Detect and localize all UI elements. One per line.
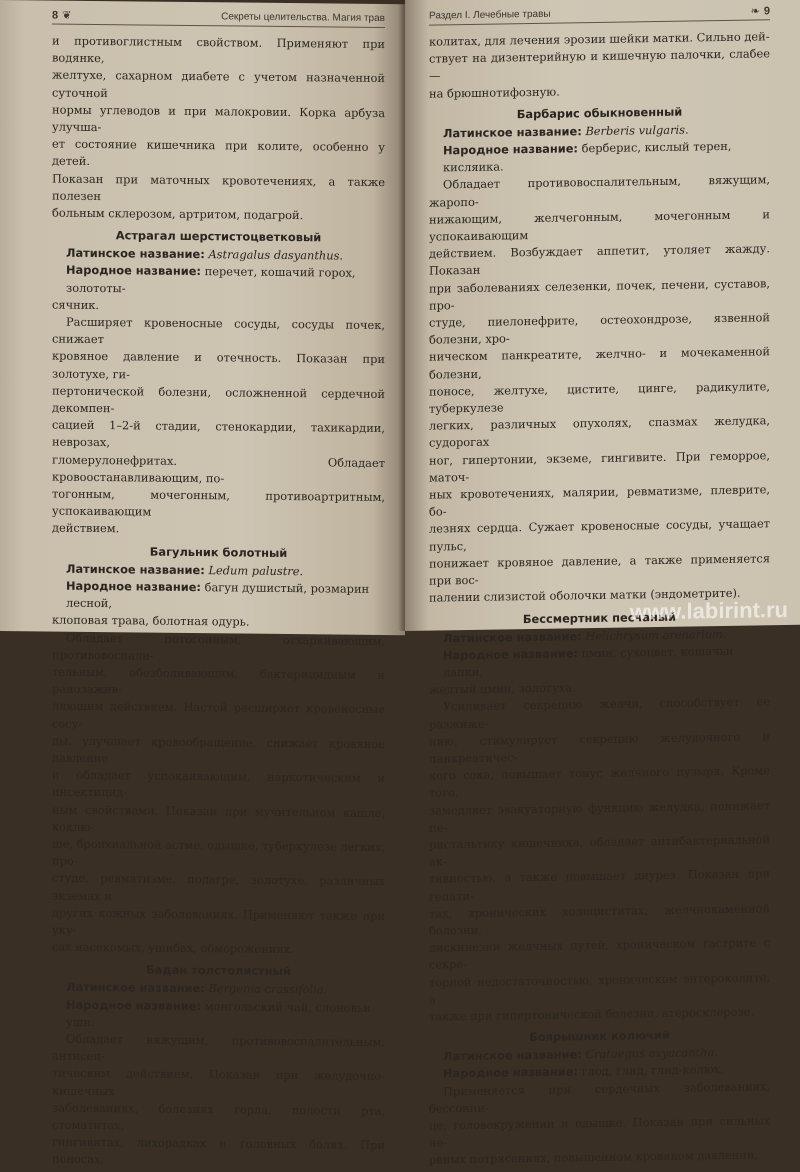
folk-name-row (52, 577, 385, 632)
latin-name-label: Латинское название: (443, 628, 582, 645)
right-running-head (429, 4, 770, 25)
folk-name-row (429, 137, 770, 177)
latin-name: Helichrysum arenarium. (585, 626, 727, 643)
text-line: на брюшнотифозную. (429, 84, 560, 101)
latin-name-label: Латинское название: (443, 124, 582, 141)
intro-paragraph (52, 33, 385, 226)
text-line: Применяется при сердечных заболеваниях, бессонни- (429, 1078, 770, 1116)
folk-name-label: Народное название: (66, 578, 201, 594)
text-line: пертонической болезни, осложненной сердечной декомпен- (52, 383, 385, 416)
text-line: других кожных заболеваниях. Применяют также при уку- (52, 905, 385, 937)
text-line: желтухе, сахарном диабете с учетом назначенной суточной (52, 67, 385, 100)
entry-title: Барбарис обыкновенный (516, 104, 683, 122)
text-line: и противоглистным свойством. Применяют при водянке, (52, 33, 385, 66)
text-line: замедляет эвакуаторную функцию желудка, понижает пе- (429, 797, 770, 835)
running-title: Секреты целительства. Магия трав (221, 11, 385, 25)
running-title: Раздел I. Лечебные травы (429, 8, 551, 22)
text-line: тогонным, мочегонным, противоартритным, успокаивающим (52, 486, 385, 519)
folk-name-text: багун душистый, розмарин лесной, (66, 580, 370, 611)
text-line: нию, стимулирует секрецию желудочного и панкреатичес- (429, 728, 770, 766)
folk-name-text: желтый цмин, золотуха. (429, 680, 576, 697)
left-running-head (52, 9, 385, 28)
text-line: Обладает потогонным, отхаркивающим, противовоспали- (52, 630, 385, 663)
folk-name-row (52, 262, 385, 317)
text-line: нормы углеводов и при малокровии. Корка арбуза улучша- (52, 102, 385, 135)
text-line: действием. Возбуждает аппетит, утоляет жажду. Показан (429, 241, 770, 279)
text-line: тельным, обезболивающим, бактерицидным и ранозажив- (52, 664, 385, 697)
folk-name-text: монгольский чай, слоновьи уши. (66, 998, 371, 1029)
entry-body (429, 694, 770, 1026)
latin-name-label: Латинское название: (66, 980, 205, 996)
text-line: также при гипертонической болезни, атеросклерозе. (429, 1004, 755, 1024)
text-line: кровяное давление и отечность. Показан при золотухе, ги- (52, 348, 385, 382)
text-line: ным свойствами. Показан при мучительном кашле, коклю- (52, 802, 385, 834)
folk-name-label: Народное название: (443, 1064, 578, 1081)
ornament-icon: ❦ (62, 9, 72, 22)
text-line: ет состояние кишечника при колите, особенно у детей. (52, 136, 385, 169)
right-page (405, 0, 800, 1168)
text-line: палении слизистой оболочки матки (эндометрите). (429, 586, 741, 605)
text-line: дискинезии желчных путей, хроническом гастрите с секре- (429, 935, 770, 972)
text-line: ше, бронхиальной астме, одышке, туберкулезе легких, про- (52, 836, 385, 868)
text-line: ног, гипертонии, экземе, гингивите. При геморрое, маточ- (429, 447, 770, 485)
entry-body (52, 629, 385, 959)
text-line: лезнях сердца. Сужает кровеносные сосуды, учащает пульс, (429, 516, 770, 554)
latin-name: Ledum palustre. (208, 562, 304, 578)
folk-name-label: Народное название: (443, 645, 578, 663)
latin-name-label: Латинское название: (66, 561, 205, 577)
text-line: больным склерозом, артритом, подагрой. (52, 205, 304, 223)
text-line: ристальтику кишечника, обладает антибактериальной ак- (429, 832, 770, 869)
latin-name: Crataegus oxyacantha. (585, 1045, 718, 1062)
folk-name-text: клоповая трава, болотная одурь. (52, 612, 250, 629)
text-line: Расширяет кровеносные сосуды, сосуды почек, снижает (52, 314, 385, 347)
folk-name-row (52, 996, 385, 1034)
text-line: це, головокружении и одышке. Показан при сильных не- (429, 1113, 770, 1150)
latin-name: Bergenia crassifolia. (208, 981, 328, 997)
text-line: поносе, желтухе, цистите, цинге, радикулите, туберкулезе (429, 379, 770, 416)
entry-title: Бессмертник песчаный (522, 609, 677, 626)
text-line: действием. (52, 521, 120, 536)
entry-title: Боярышник колючий (529, 1028, 670, 1045)
text-line: колитах, для лечения эрозии шейки матки. Сильно дей- (429, 29, 770, 49)
entry-title: Бадан толстолистный (146, 962, 291, 979)
entry-body (429, 1078, 770, 1169)
text-line: ляющим действием. Настой расширяет кровеносные сосу- (52, 698, 385, 731)
folk-name-row (429, 642, 770, 699)
page-number: 8 (52, 9, 59, 22)
text-line: нижающим, желчегонным, мочегонным и успокаивающим (429, 207, 770, 244)
ornament-icon: ❧ (750, 5, 760, 18)
text-line: легких, различных опухолях, спазмах желудка, судорогах (429, 413, 770, 451)
text-line: студе, ревматизме, подагре, золотухе, различных экземах и (52, 870, 385, 903)
text-line: при заболеваниях селезенки, почек, печени, суставов, про- (429, 275, 770, 313)
text-line: понижает кровяное давление, а также применяется при вос- (429, 551, 770, 588)
text-line: и обладает успокаивающим, наркотическим и инсектицид- (52, 767, 385, 800)
entry-title: Астрагал шерстистоцветковый (115, 228, 322, 245)
entry-title: Багульник болотный (149, 544, 288, 560)
folk-name-text: берберис, кислый терен, кисляика. (443, 138, 732, 175)
text-line: тическим действием. Показан при желудочно-кишечных (52, 1065, 385, 1098)
latin-name-label: Латинское название: (443, 1047, 582, 1064)
latin-name-label: Латинское название: (66, 245, 205, 262)
page-number: 9 (763, 4, 770, 17)
text-line: Показан при маточных кровотечениях, а также полезен (52, 171, 385, 203)
text-line: заболеваниях, болезнях горла, полости рта, стоматитах, (52, 1100, 385, 1133)
left-content (52, 33, 385, 1172)
latin-name: Berberis vulgaris. (585, 122, 689, 138)
text-line: ды, улучшает кровообращение, снижает кровяное давление (52, 733, 385, 766)
folk-name-label: Народное название: (443, 141, 578, 158)
folk-name-text: цмин, сухоцвет, кошачьи лапки, (443, 643, 734, 680)
text-line: студе, пиелонефрите, остеохондрозе, язвенной болезни, хро- (429, 310, 770, 347)
text-line: гломерулонефритах. Обладает кровоостанавливающим, по- (52, 452, 385, 486)
text-line: Обладает противовоспалительным, вяжущим, жаропо- (429, 172, 770, 210)
text-line: Обладает вяжущим, противовоспалительным, антисеп- (52, 1031, 385, 1064)
text-line: ствует на дизентерийную и кишечную палочки, слабее — (429, 46, 770, 84)
entry-body (429, 172, 770, 607)
folk-name-text: перечет, кошачий горох, золототы- (66, 264, 356, 295)
intro-paragraph (429, 28, 770, 102)
text-line: тах, хронических холециститах, желчнокаменной болезни, (429, 901, 770, 938)
folk-name-label: Народное название: (66, 997, 201, 1013)
text-line: Усиливает секрецию желчи, способствует ее разжиже- (429, 694, 770, 732)
text-line: сах насекомых, ушибах, обморожениях. (52, 939, 294, 957)
folk-name-text: глод, глид, глид-колюх. (581, 1062, 724, 1079)
text-line: сацией 1–2-й стадии, стенокардии, тахикардии, неврозах, (52, 417, 385, 450)
text-line: кого сока, повышает тонус желчного пузыря. Кроме того, (429, 763, 770, 800)
text-line: ническом панкреатите, желчно- и мочекаменной болезни, (429, 344, 770, 382)
latin-name: Astragalus dasyanthus. (208, 247, 344, 263)
folk-name-text: сячник. (52, 297, 100, 312)
folk-name-label: Народное название: (66, 263, 201, 279)
entry-body (52, 314, 385, 541)
text-line: тивностью, а также повышает диурез. Показан при гепати- (429, 866, 770, 904)
text-line: торной недостаточностью, хроническом энтероколите, а (429, 969, 770, 1007)
entry-body (52, 1031, 385, 1172)
text-line: гингивитах, лихорадках и головных болях. При поносах, (52, 1134, 385, 1167)
watermark: www.labirint.ru (629, 596, 788, 625)
text-line: ных кровотечениях, малярии, ревматизме, плеврите, бо- (429, 482, 770, 519)
text-line: рвных потрясениях, повышенном кровяном давлении, (429, 1147, 758, 1168)
